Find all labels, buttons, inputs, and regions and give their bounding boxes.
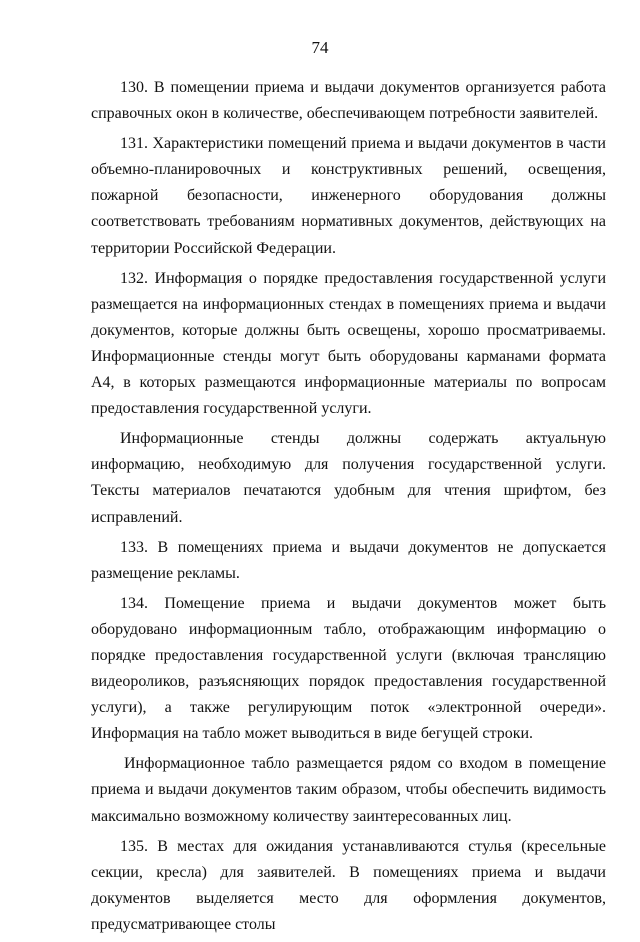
paragraph-130: 130. В помещении приема и выдачи документов организуется работа справочных окон в количестве, обеспечивающем потребности заявителей.: [91, 79, 606, 123]
paragraph-133: 133. В помещениях приема и выдачи документов не допускается размещение рекламы.: [91, 538, 606, 582]
paragraph-132: 132. Информация о порядке предоставления государственной услуги размещается на информационных стендах в помещениях приема и выдачи документов, которые должны быть освещены, хорошо просматриваемы. Информационные стенды могут быть оборудованы карманами формата А4, в которых размещаются информационные материалы по вопросам предоставления государственной услуги.: [91, 269, 606, 418]
page-number: 74: [311, 38, 329, 57]
document-body: [91, 75, 606, 942]
paragraph-132-stands: Информационные стенды должны содержать актуальную информацию, необходимую для получения государственной услуги. Тексты материалов печатаются удобным для чтения шрифтом, без исправлений.: [91, 430, 606, 526]
paragraph-134-display: Информационное табло размещается рядом со входом в помещение приема и выдачи документов таким образом, чтобы обеспечить видимость максимально возможному количеству заинтересованных лиц.: [91, 755, 606, 825]
paragraph-131: 131. Характеристики помещений приема и выдачи документов в части объемно-планировочных и конструктивных решений, освещения, пожарной безопасности, инженерного оборудования должны соответствовать требованиям нормативных документов, действующих на территории Российской Федерации.: [91, 135, 606, 257]
paragraph-134: 134. Помещение приема и выдачи документов может быть оборудовано информационным табло, отображающим информацию о порядке предоставления государственной услуги (включая трансляцию видеороликов, разъясняющих порядок предоставления государственной услуги), а также регулирующим поток «электронной очереди». Информация на табло может выводиться в виде бегущей строки.: [91, 594, 606, 743]
paragraph-135: 135. В местах для ожидания устанавливаются стулья (кресельные секции, кресла) для заявителей. В помещениях приема и выдачи документов выделяется место для оформления документов, предусматривающее столы: [91, 837, 606, 933]
